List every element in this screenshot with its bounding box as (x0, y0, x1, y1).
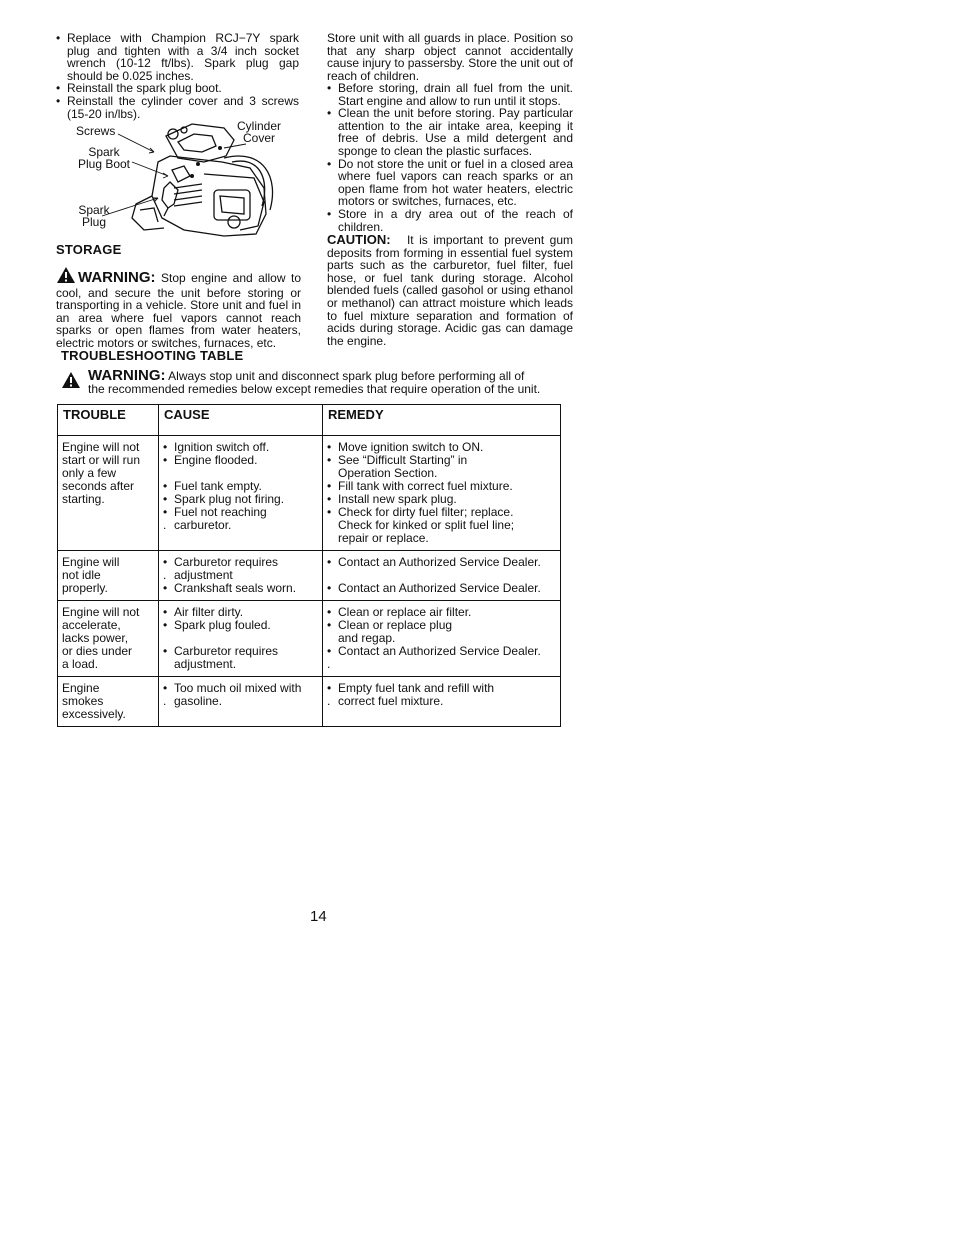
trouble-line: accelerate, (62, 618, 121, 632)
trouble-line: excessively. (62, 707, 126, 721)
remedy-text: Move ignition switch to ON. (338, 440, 484, 454)
storage-step: • Do not store the unit or fuel in a closed area where fuel vapors can reach sparks or an open flame from hot water heaters, electric motors or switches, furnaces, etc. (327, 158, 573, 208)
figure-label-spark-plug-boot (74, 146, 134, 170)
remedy-line (327, 556, 556, 569)
bullet-mark: • (163, 453, 168, 467)
troubleshooting-warning (61, 367, 561, 396)
figure-label-cylinder-cover-line1: Cylinder (236, 119, 281, 133)
trouble-cell (58, 601, 159, 677)
remedy-line (327, 532, 556, 545)
storage-step: • Before storing, drain all fuel from the unit. Start engine and allow to run until it stops. (327, 82, 573, 107)
cause-text: gasoline. (174, 694, 223, 708)
cause-line (163, 695, 318, 708)
bullet-mark: • (163, 479, 168, 493)
troubleshooting-warning-line1: Always stop unit and disconnect spark plug before performing all of (168, 369, 525, 383)
cause-text: Spark plug fouled. (174, 618, 271, 632)
trouble-line: not idle (62, 568, 101, 582)
caution-text: It is important to prevent gum deposits from forming in essential fuel system parts such as the carburetor, fuel filter, fuel hose, or fuel tank during storage. Alcohol blended fuels (called gasohol or using ethanol or methanol) can attract moisture which leads to fuel mixture separation and formation of acids during storage. Acidic gas can damage the engine. (327, 233, 573, 348)
trouble-line: smokes (62, 694, 104, 708)
bullet-mark: . (163, 518, 167, 532)
bullet-mark: • (327, 581, 332, 595)
remedy-text: Contact an Authorized Service Dealer. (338, 581, 541, 595)
cause-text: Fuel tank empty. (174, 479, 262, 493)
remedy-text: Contact an Authorized Service Dealer. (338, 555, 541, 569)
remedy-text: Clean or replace air filter. (338, 605, 472, 619)
trouble-line: or dies under (62, 644, 133, 658)
cause-text: Ignition switch off. (174, 440, 270, 454)
bullet-mark: • (163, 505, 168, 519)
bullet-mark: • (327, 479, 332, 493)
remedy-cell (323, 601, 561, 677)
storage-step: • Store in a dry area out of the reach of children. (327, 208, 573, 233)
warning-triangle-icon (61, 371, 81, 392)
bullet-mark: • (163, 681, 168, 695)
bullet-mark: • (327, 644, 332, 658)
cause-cell (159, 436, 323, 551)
bullet-mark: . (327, 657, 331, 671)
troubleshooting-table-body (58, 436, 561, 727)
remedy-text: Check for kinked or split fuel line; (338, 518, 515, 532)
trouble-line: seconds after (62, 479, 135, 493)
cause-text: Spark plug not firing. (174, 492, 285, 506)
figure-label-spark-plug-line2: Plug (81, 215, 107, 229)
remedy-line (327, 695, 556, 708)
remedy-text: and regap. (338, 631, 396, 645)
cause-line (163, 619, 318, 632)
bullet-mark: • (163, 440, 168, 454)
cause-text: Too much oil mixed with (174, 681, 302, 695)
column-header-remedy: REMEDY (323, 405, 561, 436)
trouble-line: only a few (62, 466, 117, 480)
trouble-line: Engine will not (62, 605, 140, 619)
figure-label-cylinder-cover (234, 120, 284, 144)
storage-warning-label: WARNING: (78, 269, 156, 286)
cause-line (163, 454, 318, 467)
remedy-text: correct fuel mixture. (338, 694, 444, 708)
bullet-mark: . (163, 568, 167, 582)
caution-label: CAUTION: (327, 232, 391, 247)
bullet-mark: • (163, 555, 168, 569)
bullet-mark: . (163, 694, 167, 708)
bullet-mark: • (163, 644, 168, 658)
figure-label-spark-plug-boot-line1: Spark (88, 145, 120, 159)
column-header-trouble: TROUBLE (58, 405, 159, 436)
bullet-mark: • (163, 618, 168, 632)
cause-cell (159, 601, 323, 677)
storage-warning-text: Stop engine and allow to cool, and secure the unit before storing or transporting in a vehicle. Store unit and fuel in an area where fuel vapors cannot reach sparks or open flames from water heaters, electric motors or switches, furnaces, etc. (56, 271, 301, 350)
bullet-mark: • (327, 618, 332, 632)
page-number: 14 (310, 908, 327, 925)
table-header-row (58, 405, 561, 436)
cause-text: Fuel not reaching (174, 505, 267, 519)
cause-text: Crankshaft seals worn. (174, 581, 297, 595)
figure-label-spark-plug-line1: Spark (78, 203, 110, 217)
trouble-line: starting. (62, 492, 105, 506)
bullet-mark: • (327, 605, 332, 619)
storage-step: • Clean the unit before storing. Pay particular attention to the air intake area, keeping it free of debris. Use a mild detergent and sponge to clean the plastic surfaces. (327, 107, 573, 157)
storage-intro: Store unit with all guards in place. Position so that any sharp object cannot accidentally cause injury to passersby. Store the unit out of reach of children. (327, 31, 573, 83)
storage-steps-list (327, 82, 573, 233)
troubleshooting-table (57, 404, 561, 727)
remedy-text: Fill tank with correct fuel mixture. (338, 479, 513, 493)
cause-line (163, 658, 318, 671)
figure-label-cylinder-cover-line2: Cover (242, 131, 275, 145)
remedy-text: Install new spark plug. (338, 492, 457, 506)
remedy-cell (323, 436, 561, 551)
maintenance-steps-list (56, 32, 299, 120)
figure-label-screws: Screws (76, 124, 116, 138)
bullet-mark: • (327, 440, 332, 454)
bullet-mark: • (327, 492, 332, 506)
trouble-line: Engine will not (62, 440, 140, 454)
table-row (58, 677, 561, 727)
remedy-cell (323, 677, 561, 727)
spark-plug-figure (74, 118, 294, 240)
table-row (58, 551, 561, 601)
maintenance-step: • Replace with Champion RCJ−7Y spark plug and tighten with a 3/4 inch socket wrench (10-12 ft/lbs). Spark plug gap should be 0.025 inches. (56, 32, 299, 82)
column-header-cause: CAUSE (159, 405, 323, 436)
storage-heading: STORAGE (56, 242, 122, 257)
cause-text: adjustment. (174, 657, 237, 671)
remedy-text: Empty fuel tank and refill with (338, 681, 495, 695)
caution-note (327, 234, 573, 347)
trouble-cell (58, 551, 159, 601)
warning-triangle-icon (56, 266, 76, 287)
storage-warning (56, 266, 301, 350)
maintenance-step: • Reinstall the cylinder cover and 3 screws (15-20 in/lbs). (56, 95, 299, 120)
remedy-cell (323, 551, 561, 601)
cause-cell (159, 677, 323, 727)
remedy-text: See “Difficult Starting” in (338, 453, 468, 467)
remedy-text: Check for dirty fuel filter; replace. (338, 505, 514, 519)
trouble-line: a load. (62, 657, 99, 671)
bullet-mark: • (327, 453, 332, 467)
figure-label-spark-plug (74, 204, 114, 228)
troubleshooting-warning-line2: the recommended remedies below except remedies that require operation of the unit. (88, 381, 541, 396)
trouble-line: lacks power, (62, 631, 129, 645)
cause-cell (159, 551, 323, 601)
troubleshooting-warning-label: WARNING: (88, 367, 166, 384)
cause-text: Engine flooded. (174, 453, 258, 467)
bullet-mark: • (163, 492, 168, 506)
cause-text: carburetor. (174, 518, 232, 532)
figure-label-spark-plug-boot-line2: Plug Boot (77, 157, 131, 171)
trouble-line: start or will run (62, 453, 141, 467)
remedy-text: repair or replace. (338, 531, 429, 545)
trouble-line: Engine (62, 681, 100, 695)
trouble-cell (58, 436, 159, 551)
cause-text: Carburetor requires (174, 555, 279, 569)
trouble-line: properly. (62, 581, 108, 595)
cause-line (163, 582, 318, 595)
cause-text: adjustment (174, 568, 233, 582)
bullet-mark: • (327, 555, 332, 569)
remedy-line (327, 582, 556, 595)
maintenance-step: • Reinstall the spark plug boot. (56, 82, 299, 95)
trouble-cell (58, 677, 159, 727)
cause-text: Air filter dirty. (174, 605, 244, 619)
bullet-mark: • (327, 505, 332, 519)
bullet-mark: • (327, 681, 332, 695)
remedy-line (327, 645, 556, 658)
cause-text: Carburetor requires (174, 644, 279, 658)
bullet-mark: . (327, 694, 331, 708)
remedy-text: Operation Section. (338, 466, 438, 480)
table-row (58, 601, 561, 677)
trouble-line: Engine will (62, 555, 120, 569)
troubleshooting-heading: TROUBLESHOOTING TABLE (61, 348, 244, 363)
remedy-text: Clean or replace plug (338, 618, 453, 632)
remedy-text: Contact an Authorized Service Dealer. (338, 644, 541, 658)
troubleshooting-warning-body (61, 367, 561, 396)
remedy-line (327, 658, 556, 671)
bullet-mark: • (163, 581, 168, 595)
cause-line (163, 519, 318, 532)
bullet-mark: • (163, 605, 168, 619)
table-row (58, 436, 561, 551)
